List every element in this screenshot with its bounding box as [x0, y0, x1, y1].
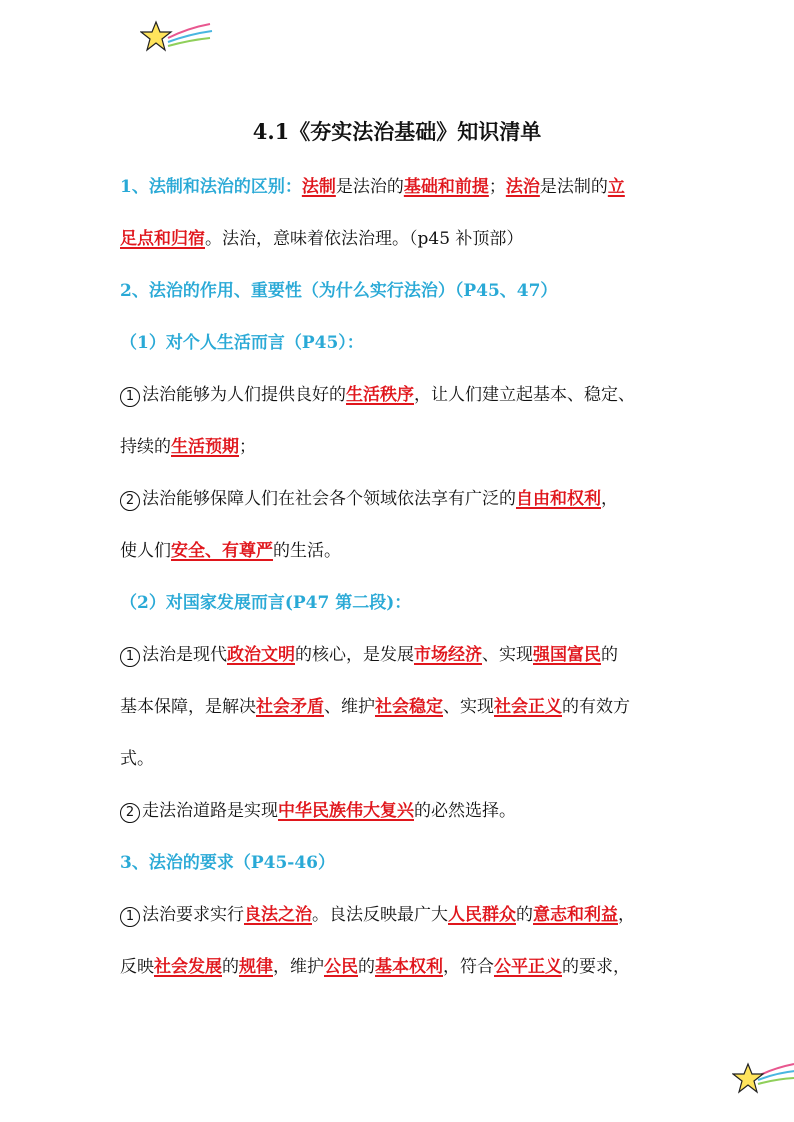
keyword: 强国富民 — [533, 645, 601, 665]
text: ，让人们建立起基本、稳定、 — [414, 385, 635, 405]
text: ， — [601, 489, 618, 509]
text: 是法治的 — [335, 177, 404, 197]
section-1-line-1 — [120, 176, 720, 198]
circled-number: 1 — [120, 387, 140, 407]
text: 的有效方 — [562, 697, 630, 717]
keyword: 良法之治 — [244, 905, 312, 925]
circled-number: 2 — [120, 803, 140, 823]
shooting-star-icon — [140, 18, 214, 58]
keyword: 政治文明 — [227, 645, 295, 665]
circled-number: 1 — [120, 647, 140, 667]
section-heading: 2、法治的作用、重要性（为什么实行法治）（P45、47） — [120, 281, 558, 301]
subsection-heading: （1）对个人生活而言（P45）： — [120, 333, 364, 353]
text: 的要求， — [562, 957, 630, 977]
text: 持续的 — [120, 437, 171, 457]
page-title: 4.1《夯实法治基础》知识清单 — [252, 119, 542, 144]
text: 的 — [516, 905, 533, 925]
text: 。法治，意味着依法治理。（p45 补顶部） — [205, 229, 524, 249]
paragraph-line — [120, 956, 720, 978]
keyword: 公民 — [324, 957, 358, 977]
paragraph-line — [120, 384, 720, 407]
shooting-star-icon — [732, 1058, 794, 1098]
keyword: 社会正义 — [494, 697, 562, 717]
text: 法治是现代 — [142, 645, 227, 665]
text: 、实现 — [482, 645, 533, 665]
keyword: 自由和权利 — [516, 489, 601, 509]
keyword: 生活预期 — [171, 437, 239, 457]
keyword: 社会发展 — [154, 957, 222, 977]
paragraph-line — [120, 436, 720, 458]
paragraph-line — [120, 904, 720, 927]
keyword: 社会稳定 — [375, 697, 443, 717]
circled-number: 2 — [120, 491, 140, 511]
text: 反映 — [120, 957, 154, 977]
keyword: 立 — [607, 177, 625, 197]
text: 使人们 — [120, 541, 171, 561]
text: 法治要求实行 — [142, 905, 244, 925]
text: 的必然选择。 — [414, 801, 516, 821]
text: ； — [239, 437, 256, 457]
text: 。良法反映最广大 — [312, 905, 448, 925]
section-1-line-2 — [120, 228, 720, 250]
keyword: 生活秩序 — [346, 385, 414, 405]
text: 基本保障，是解决 — [120, 697, 256, 717]
text: 的 — [358, 957, 375, 977]
text: ，符合 — [443, 957, 494, 977]
text: ，维护 — [273, 957, 324, 977]
keyword: 足点和归宿 — [120, 229, 205, 249]
text: 法治能够保障人们在社会各个领域依法享有广泛的 — [142, 489, 516, 509]
keyword: 社会矛盾 — [256, 697, 324, 717]
keyword: 规律 — [239, 957, 273, 977]
text: 是法制的 — [539, 177, 608, 197]
keyword: 基本权利 — [375, 957, 443, 977]
section-heading: 1、法制和法治的区别： — [120, 177, 302, 197]
circled-number: 1 — [120, 907, 140, 927]
keyword: 市场经济 — [414, 645, 482, 665]
paragraph-line — [120, 644, 720, 667]
keyword: 基础和前提 — [403, 177, 489, 197]
text: 法治能够为人们提供良好的 — [142, 385, 346, 405]
text: ， — [618, 905, 635, 925]
section-heading: 3、法治的要求（P45-46） — [120, 853, 335, 873]
paragraph-line — [120, 540, 720, 562]
subsection-heading: （2）对国家发展而言(P47 第二段)： — [120, 593, 412, 613]
text: 的 — [222, 957, 239, 977]
text: 的 — [601, 645, 618, 665]
keyword: 法治 — [505, 177, 540, 197]
keyword: 法制 — [301, 177, 336, 197]
paragraph-line — [120, 800, 720, 823]
text: ； — [488, 177, 506, 197]
keyword: 公平正义 — [494, 957, 562, 977]
keyword: 意志和利益 — [533, 905, 618, 925]
text: 、维护 — [324, 697, 375, 717]
text: 式。 — [120, 749, 154, 769]
keyword: 中华民族伟大复兴 — [278, 801, 414, 821]
text: 的核心，是发展 — [295, 645, 414, 665]
paragraph-line — [120, 488, 720, 511]
paragraph-line — [120, 748, 720, 770]
keyword: 人民群众 — [448, 905, 516, 925]
text: 走法治道路是实现 — [142, 801, 278, 821]
text: 的生活。 — [273, 541, 341, 561]
text: 、实现 — [443, 697, 494, 717]
paragraph-line — [120, 696, 720, 718]
keyword: 安全、有尊严 — [171, 541, 273, 561]
